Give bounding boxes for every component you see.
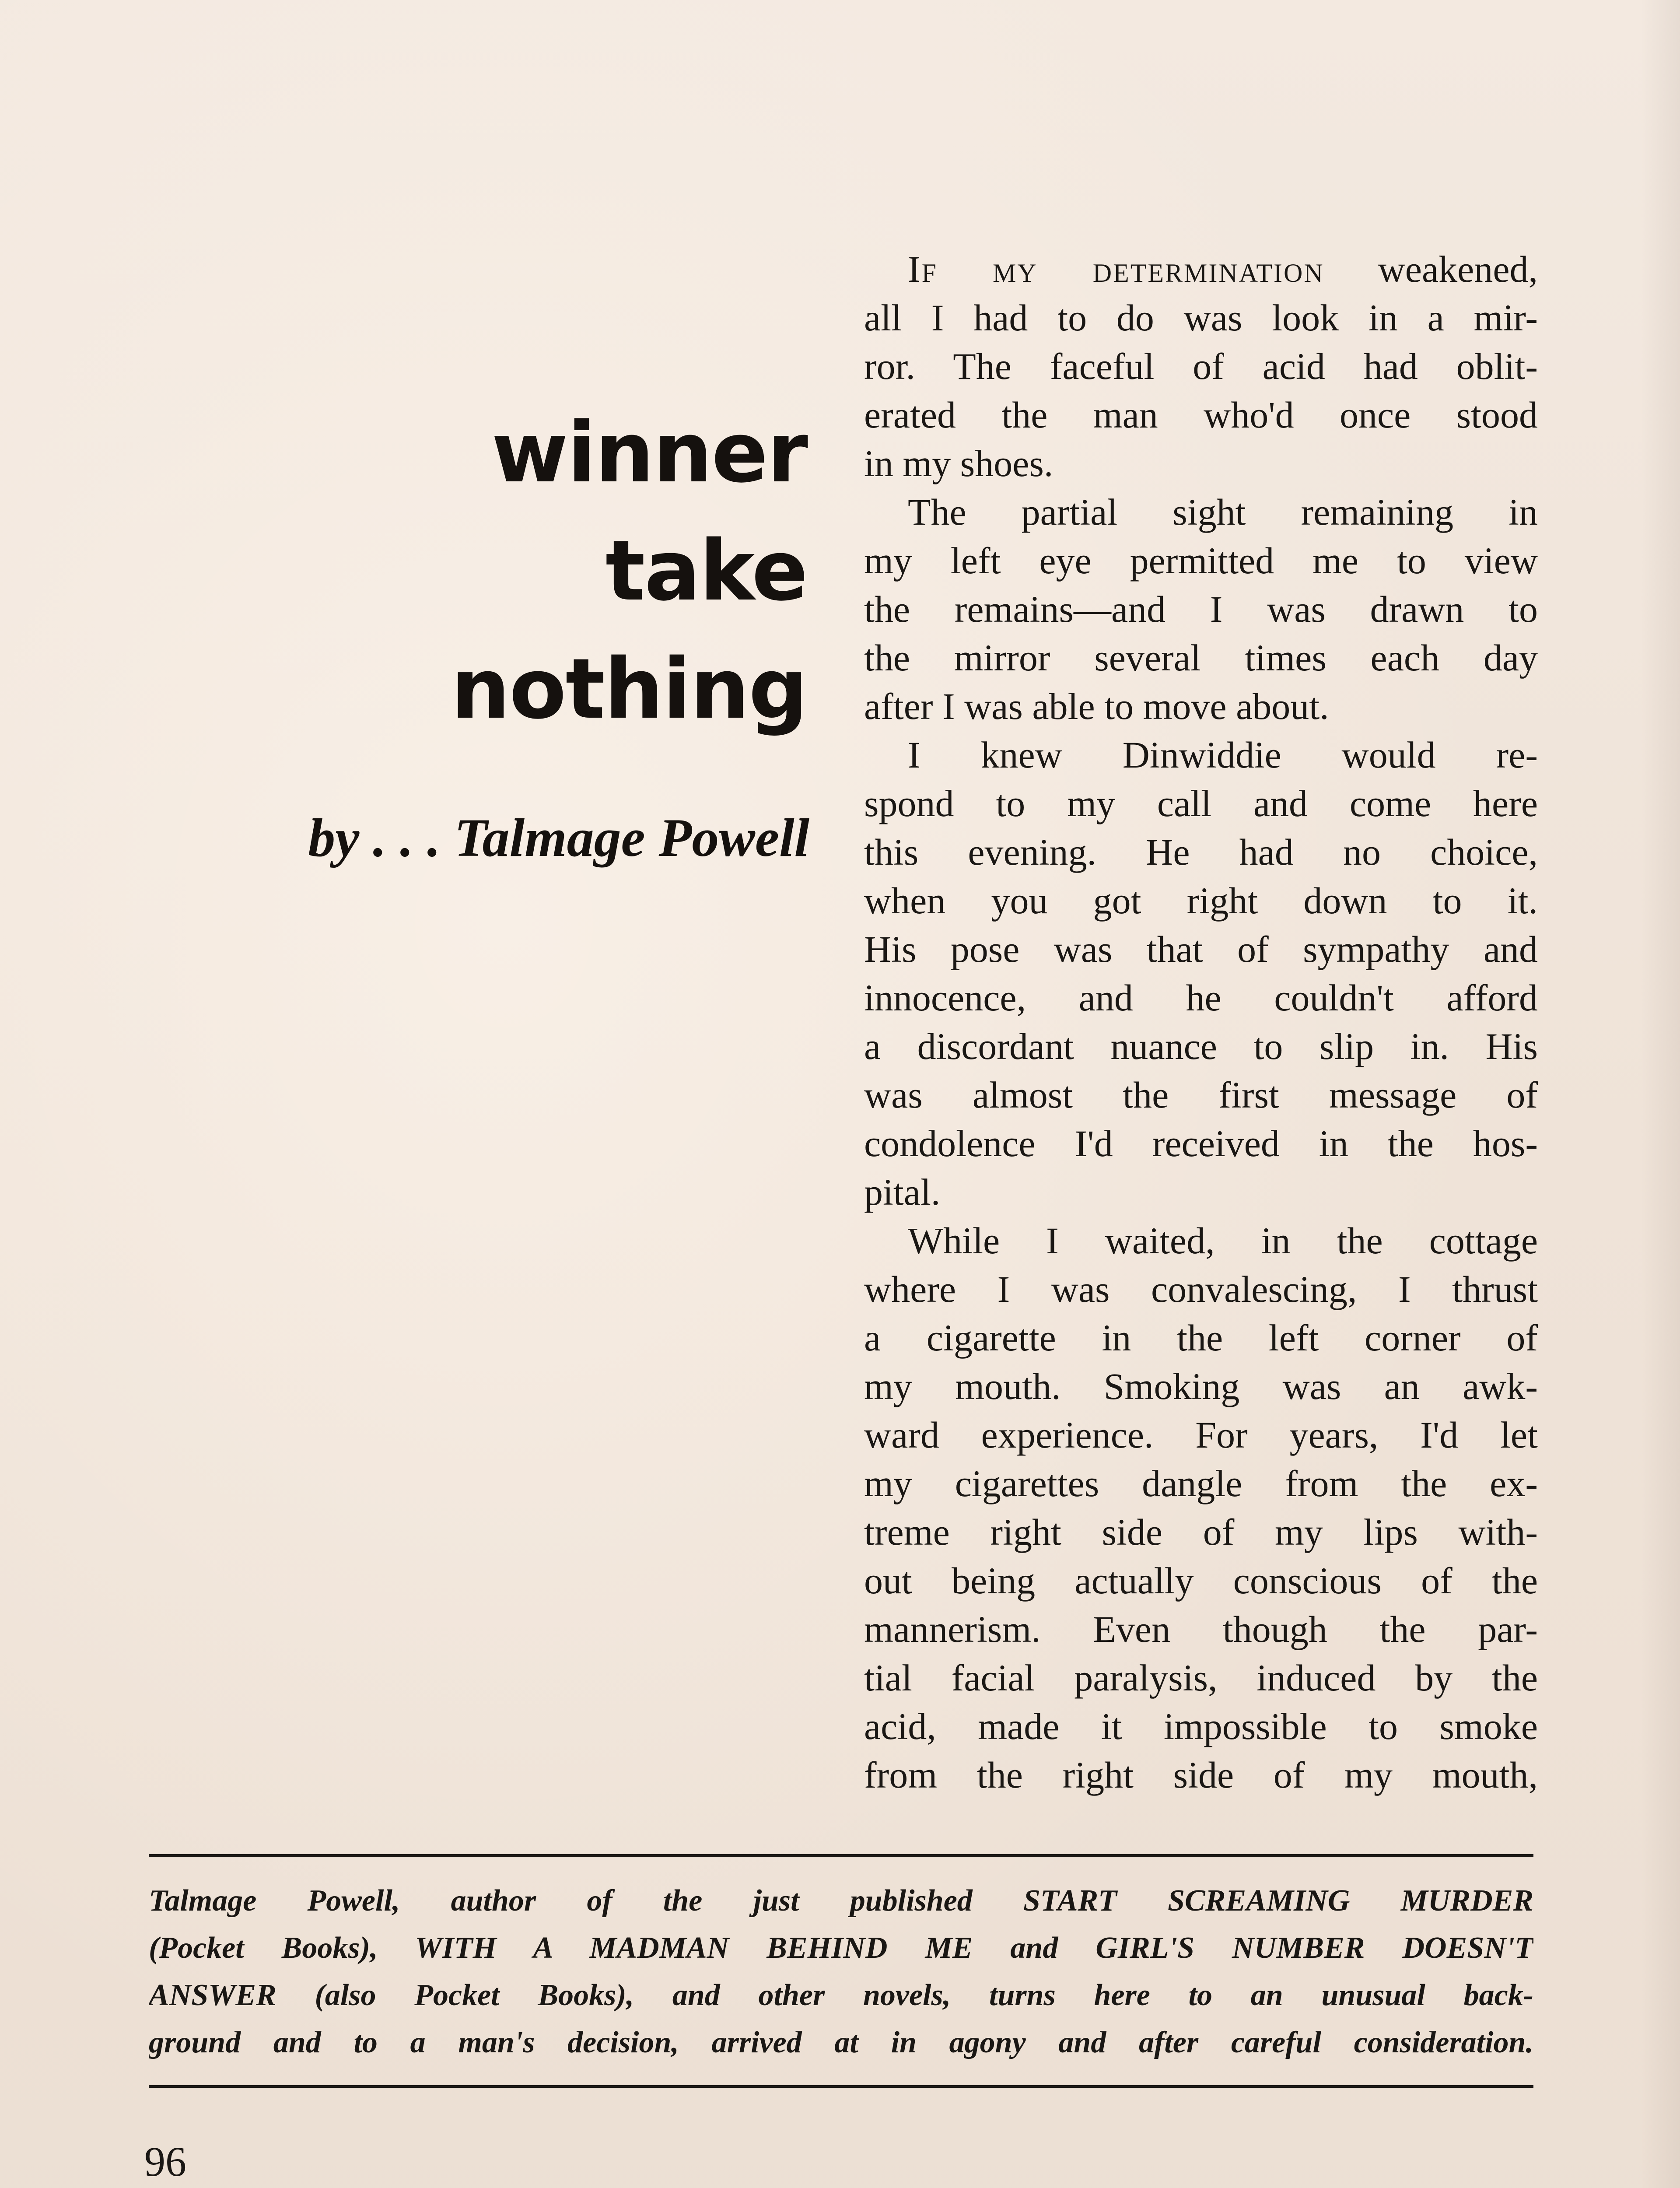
author-note-line: (Pocket Books), WITH A MADMAN BEHIND ME and GIRL'S NUMBER DOESN'T bbox=[149, 1931, 1533, 1965]
title-line-2: take bbox=[605, 522, 807, 619]
text-line: the mirror several times each day bbox=[864, 637, 1538, 679]
text-line: the remains—and I was drawn to bbox=[864, 588, 1538, 630]
text-line: my left eye permitted me to view bbox=[864, 540, 1538, 582]
text-line: all I had to do was look in a mir- bbox=[864, 297, 1538, 339]
story-paragraph bbox=[864, 1217, 1538, 1799]
text-line: spond to my call and come here bbox=[864, 782, 1538, 824]
story-paragraph bbox=[864, 488, 1538, 731]
author-note-line: ground and to a man's decision, arrived at in agony and after careful consideration. bbox=[149, 2026, 1533, 2059]
text-line: my cigarettes dangle from the ex- bbox=[864, 1462, 1538, 1504]
text-line: pital. bbox=[864, 1171, 941, 1213]
text-line: where I was convalescing, I thrust bbox=[864, 1268, 1538, 1310]
title-line-3: nothing bbox=[451, 641, 807, 737]
story-paragraph bbox=[864, 245, 1538, 488]
text-line: tial facial paralysis, induced by the bbox=[864, 1657, 1538, 1699]
text-line: erated the man who'd once stood bbox=[864, 394, 1538, 436]
text-line: when you got right down to it. bbox=[864, 880, 1538, 922]
text-line bbox=[864, 245, 1538, 294]
text-line: I knew Dinwiddie would re- bbox=[908, 734, 1538, 776]
text-line: a cigarette in the left corner of bbox=[864, 1317, 1538, 1359]
page-number: 96 bbox=[144, 2138, 186, 2185]
story-title bbox=[144, 394, 809, 871]
text-line: was almost the first message of bbox=[864, 1074, 1538, 1116]
divider-rule-bottom bbox=[149, 2085, 1533, 2088]
story-paragraph bbox=[864, 731, 1538, 1217]
text-line: While I waited, in the cottage bbox=[908, 1220, 1538, 1262]
text-line: a discordant nuance to slip in. His bbox=[864, 1025, 1538, 1067]
author-note bbox=[149, 1877, 1533, 2066]
text-line: The partial sight remaining in bbox=[908, 491, 1538, 533]
text-line: after I was able to move about. bbox=[864, 685, 1329, 727]
text-line: ror. The faceful of acid had oblit- bbox=[864, 345, 1538, 387]
text-line: out being actually conscious of the bbox=[864, 1560, 1538, 1602]
title-line-1: winner bbox=[491, 404, 807, 501]
text-line: condolence I'd received in the hos- bbox=[864, 1122, 1538, 1164]
text-line: innocence, and he couldn't afford bbox=[864, 977, 1538, 1019]
opening-smallcaps: If my determination bbox=[908, 248, 1324, 290]
text-line: this evening. He had no choice, bbox=[864, 831, 1538, 873]
text-line: ward experience. For years, I'd let bbox=[864, 1414, 1538, 1456]
text-line: His pose was that of sympathy and bbox=[864, 928, 1538, 970]
author-note-line: ANSWER (also Pocket Books), and other novels, turns here to an unusual back- bbox=[149, 1978, 1533, 2012]
text-line: my mouth. Smoking was an awk- bbox=[864, 1365, 1538, 1407]
text-line: mannerism. Even though the par- bbox=[864, 1608, 1538, 1650]
story-body bbox=[864, 245, 1538, 1799]
text-line: in my shoes. bbox=[864, 442, 1054, 484]
author-note-line: Talmage Powell, author of the just published START SCREAMING MURDER bbox=[149, 1884, 1533, 1918]
text-line: acid, made it impossible to smoke bbox=[864, 1705, 1538, 1747]
text-line: treme right side of my lips with- bbox=[864, 1511, 1538, 1553]
byline: by . . . Talmage Powell bbox=[308, 808, 809, 868]
divider-rule-top bbox=[149, 1854, 1533, 1857]
text-line: from the right side of my mouth, bbox=[864, 1754, 1538, 1796]
text-fragment: weakened, bbox=[1324, 248, 1538, 290]
